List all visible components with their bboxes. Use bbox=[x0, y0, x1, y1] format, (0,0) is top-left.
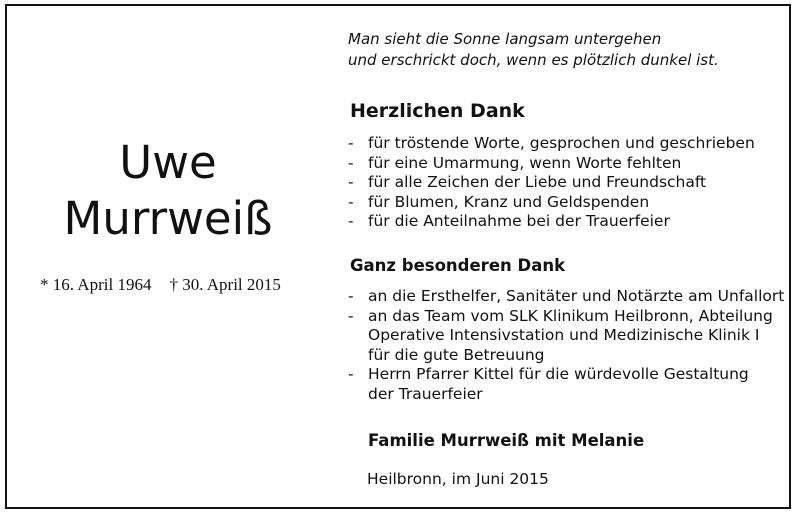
special-thanks-list bbox=[348, 287, 784, 405]
motto-line-2: und erschrickt doch, wenn es plötzlich dunkel ist. bbox=[348, 51, 719, 69]
list-item: - für tröstende Worte, gesprochen und geschrieben bbox=[348, 134, 755, 154]
special-thanks-heading: Ganz besonderen Dank bbox=[350, 256, 566, 275]
list-item: - Herrn Pfarrer Kittel für die würdevolle Gestaltung der Trauerfeier bbox=[348, 365, 784, 404]
thanks-heading: Herzlichen Dank bbox=[350, 100, 525, 122]
motto bbox=[348, 29, 719, 71]
list-item: - für Blumen, Kranz und Geldspenden bbox=[348, 193, 755, 213]
first-name: Uwe bbox=[119, 136, 217, 189]
list-item: - an die Ersthelfer, Sanitäter und Notärzte am Unfallort bbox=[348, 287, 784, 307]
life-dates bbox=[40, 275, 310, 295]
list-item: - an das Team vom SLK Klinikum Heilbronn, Abteilung Operative Intensivstation und Medizinische Klinik I für die gute Betreuung bbox=[348, 307, 784, 366]
place-and-date: Heilbronn, im Juni 2015 bbox=[367, 470, 549, 488]
family-signature: Familie Murrweiß mit Melanie bbox=[368, 431, 645, 450]
list-item: - für eine Umarmung, wenn Worte fehlten bbox=[348, 154, 755, 174]
last-name: Murrweiß bbox=[63, 192, 273, 245]
birth-date: * 16. April 1964 bbox=[40, 275, 152, 294]
motto-line-1: Man sieht die Sonne langsam untergehen bbox=[348, 30, 662, 48]
thanks-list bbox=[348, 134, 755, 232]
list-item: - für alle Zeichen der Liebe und Freundschaft bbox=[348, 173, 755, 193]
death-date: † 30. April 2015 bbox=[169, 275, 281, 294]
list-item: - für die Anteilnahme bei der Trauerfeier bbox=[348, 212, 755, 232]
